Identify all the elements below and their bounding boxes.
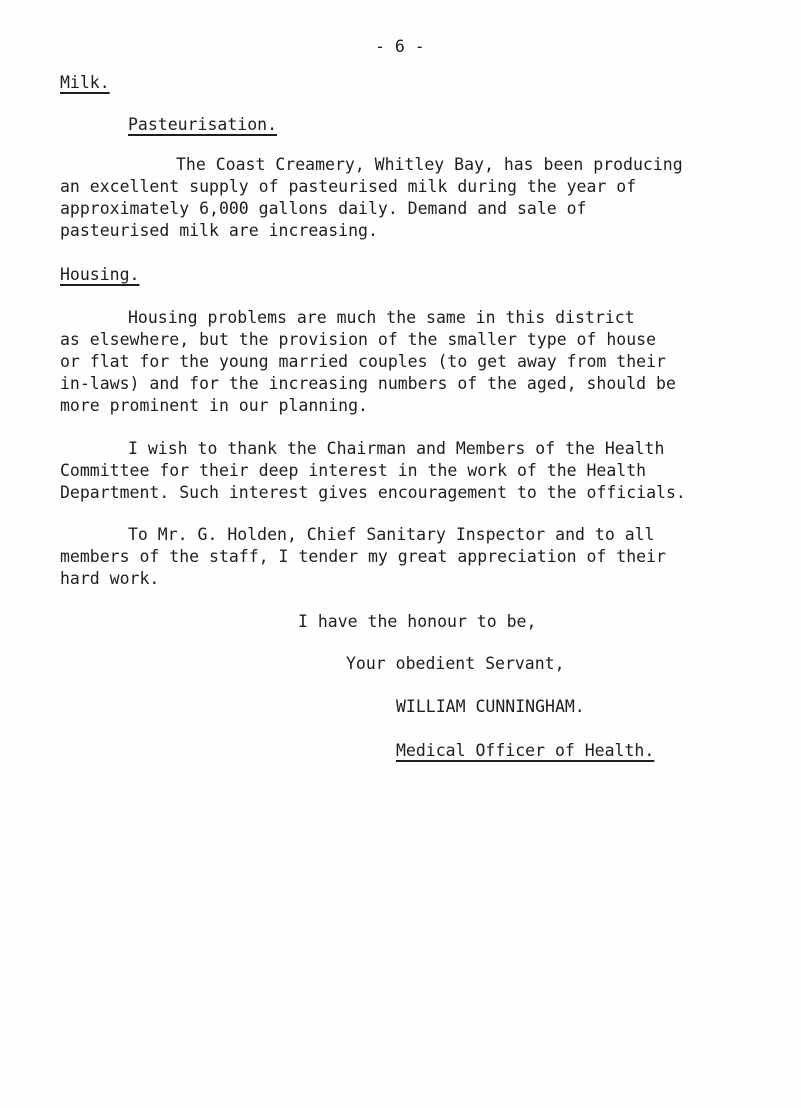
housing-heading: Housing. [60,265,140,284]
staff-paragraph-line: members of the staff, I tender my great appreciation of their [60,547,666,566]
housing-paragraph-line: as elsewhere, but the provision of the smaller type of house [60,330,657,349]
thanks-paragraph-line: Committee for their deep interest in the work of the Health [60,461,647,480]
milk-heading: Milk. [60,73,110,92]
closing-honour-line: I have the honour to be, [298,612,537,631]
thanks-paragraph-line: Department. Such interest gives encouragement to the officials. [60,483,686,502]
thanks-paragraph-line: I wish to thank the Chairman and Members of the Health [128,439,665,458]
staff-paragraph-line: hard work. [60,569,160,588]
housing-paragraph-line: in-laws) and for the increasing numbers of the aged, should be [60,374,676,393]
milk-paragraph-line: pasteurised milk are increasing. [60,221,378,240]
staff-paragraph-line: To Mr. G. Holden, Chief Sanitary Inspector and to all [128,525,655,544]
housing-paragraph-line: Housing problems are much the same in this district [128,308,635,327]
pasteurisation-subheading: Pasteurisation. [128,115,278,134]
housing-paragraph-line: or flat for the young married couples (to get away from their [60,352,666,371]
milk-paragraph-line: approximately 6,000 gallons daily. Demand and sale of [60,199,587,218]
signature-title: Medical Officer of Health. [396,741,655,760]
closing-servant-line: Your obedient Servant, [346,654,565,673]
page-number: - 6 - [375,37,425,56]
milk-paragraph-line: an excellent supply of pasteurised milk during the year of [60,177,637,196]
housing-paragraph-line: more prominent in our planning. [60,396,368,415]
signature-name: WILLIAM CUNNINGHAM. [396,697,585,716]
milk-paragraph-line: The Coast Creamery, Whitley Bay, has been producing [176,155,683,174]
